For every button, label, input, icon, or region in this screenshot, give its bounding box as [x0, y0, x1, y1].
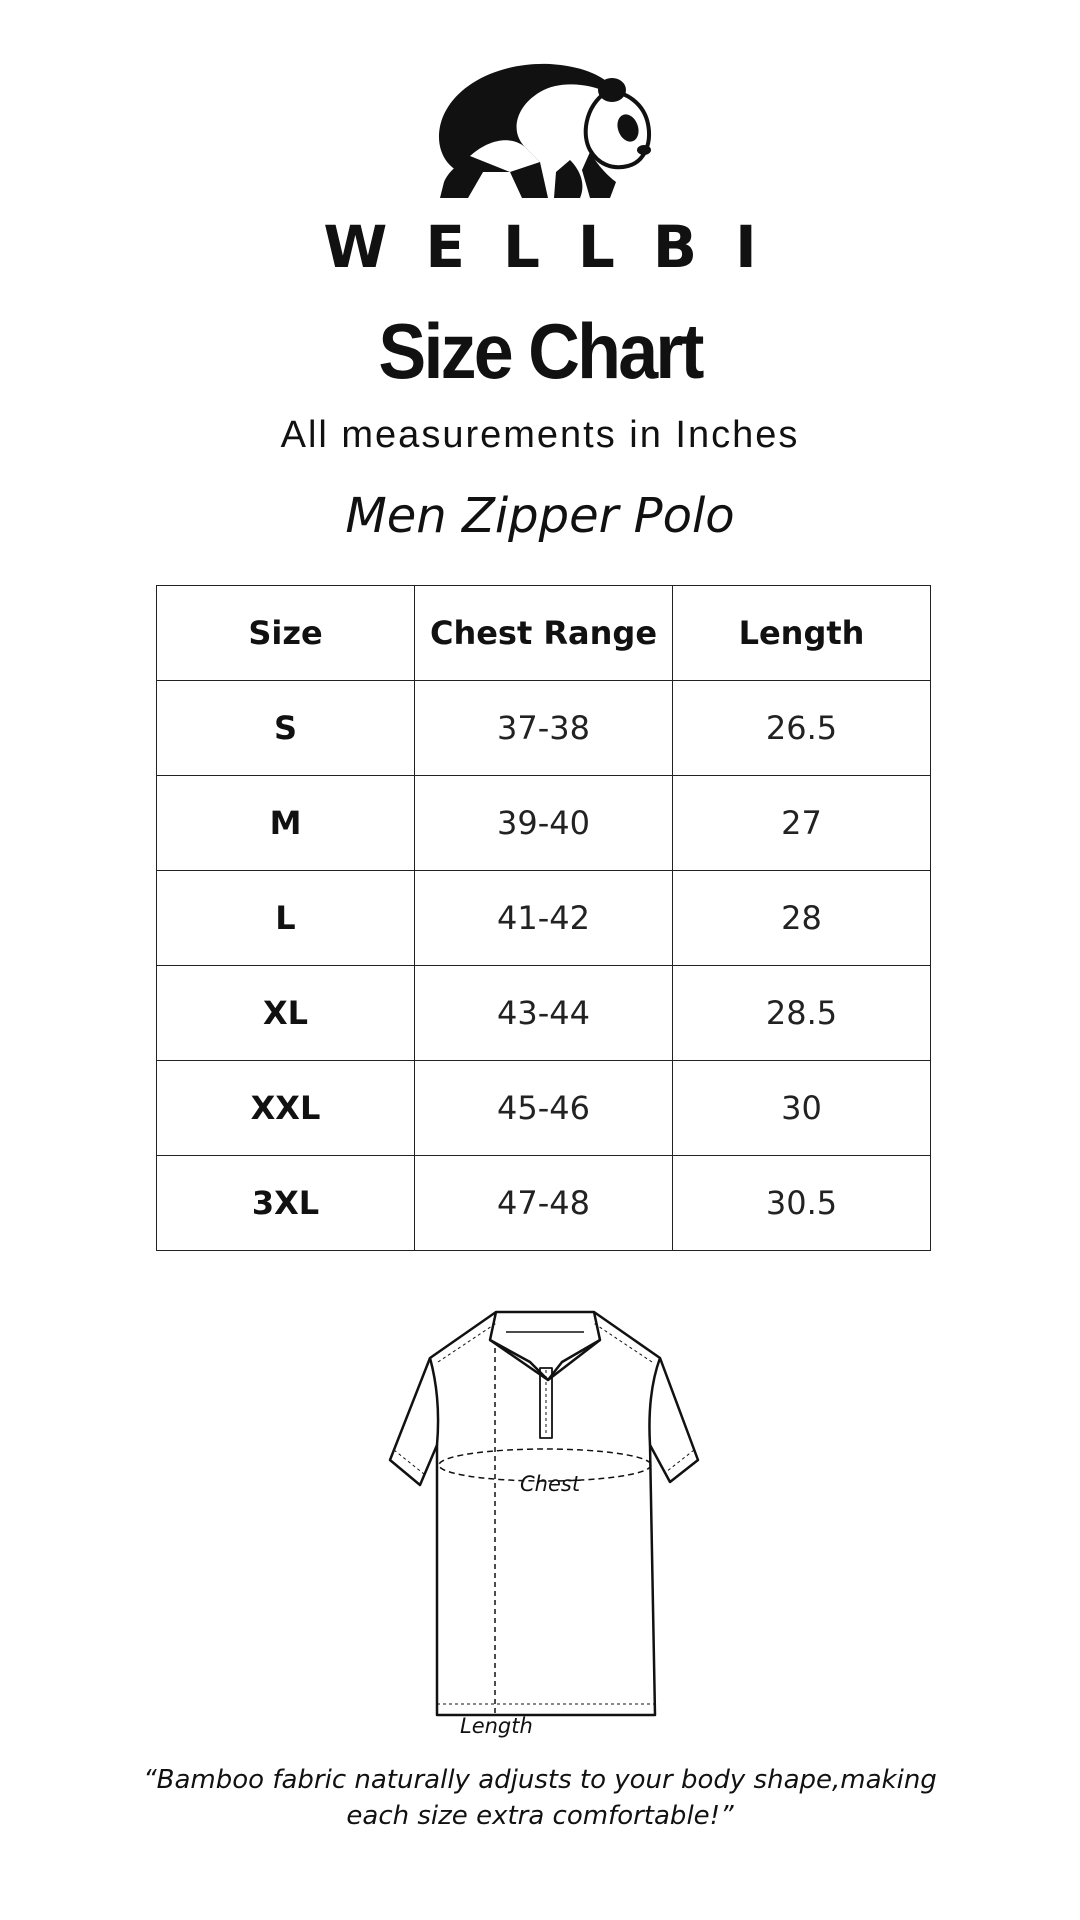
measurement-unit-note: All measurements in Inches — [280, 414, 800, 456]
chest-cell: 39-40 — [415, 776, 673, 871]
chest-cell: 37-38 — [415, 681, 673, 776]
length-cell: 28.5 — [673, 966, 931, 1061]
chest-cell: 45-46 — [415, 1061, 673, 1156]
length-cell: 28 — [673, 871, 931, 966]
quote-line-2: each size extra comfortable!” — [346, 1801, 734, 1831]
length-cell: 26.5 — [673, 681, 931, 776]
table-row — [157, 776, 931, 871]
chest-cell: 41-42 — [415, 871, 673, 966]
quote-line-1: “Bamboo fabric naturally adjusts to your body shape,making — [143, 1765, 937, 1795]
size-cell: S — [157, 681, 415, 776]
length-label: Length — [460, 1714, 533, 1738]
page-title: Size Chart — [378, 307, 702, 395]
size-cell: XXL — [157, 1061, 415, 1156]
table-row — [157, 1156, 931, 1251]
table-header-row — [157, 586, 931, 681]
size-cell: M — [157, 776, 415, 871]
length-cell: 30.5 — [673, 1156, 931, 1251]
table-row — [157, 681, 931, 776]
length-cell: 27 — [673, 776, 931, 871]
header-length: Length — [673, 586, 931, 681]
header-size: Size — [157, 586, 415, 681]
length-cell: 30 — [673, 1061, 931, 1156]
brand-name: WELLBI — [323, 213, 795, 281]
size-cell: 3XL — [157, 1156, 415, 1251]
chest-label: Chest — [520, 1472, 581, 1496]
panda-icon — [430, 52, 660, 202]
size-cell: XL — [157, 966, 415, 1061]
size-table — [156, 585, 931, 1251]
chest-cell: 47-48 — [415, 1156, 673, 1251]
size-cell: L — [157, 871, 415, 966]
product-name: Men Zipper Polo — [345, 488, 735, 544]
chest-cell: 43-44 — [415, 966, 673, 1061]
polo-shirt-icon — [380, 1300, 710, 1750]
footer-quote — [120, 1762, 960, 1834]
table-row — [157, 1061, 931, 1156]
header-chest-range: Chest Range — [415, 586, 673, 681]
table-row — [157, 871, 931, 966]
table-row — [157, 966, 931, 1061]
